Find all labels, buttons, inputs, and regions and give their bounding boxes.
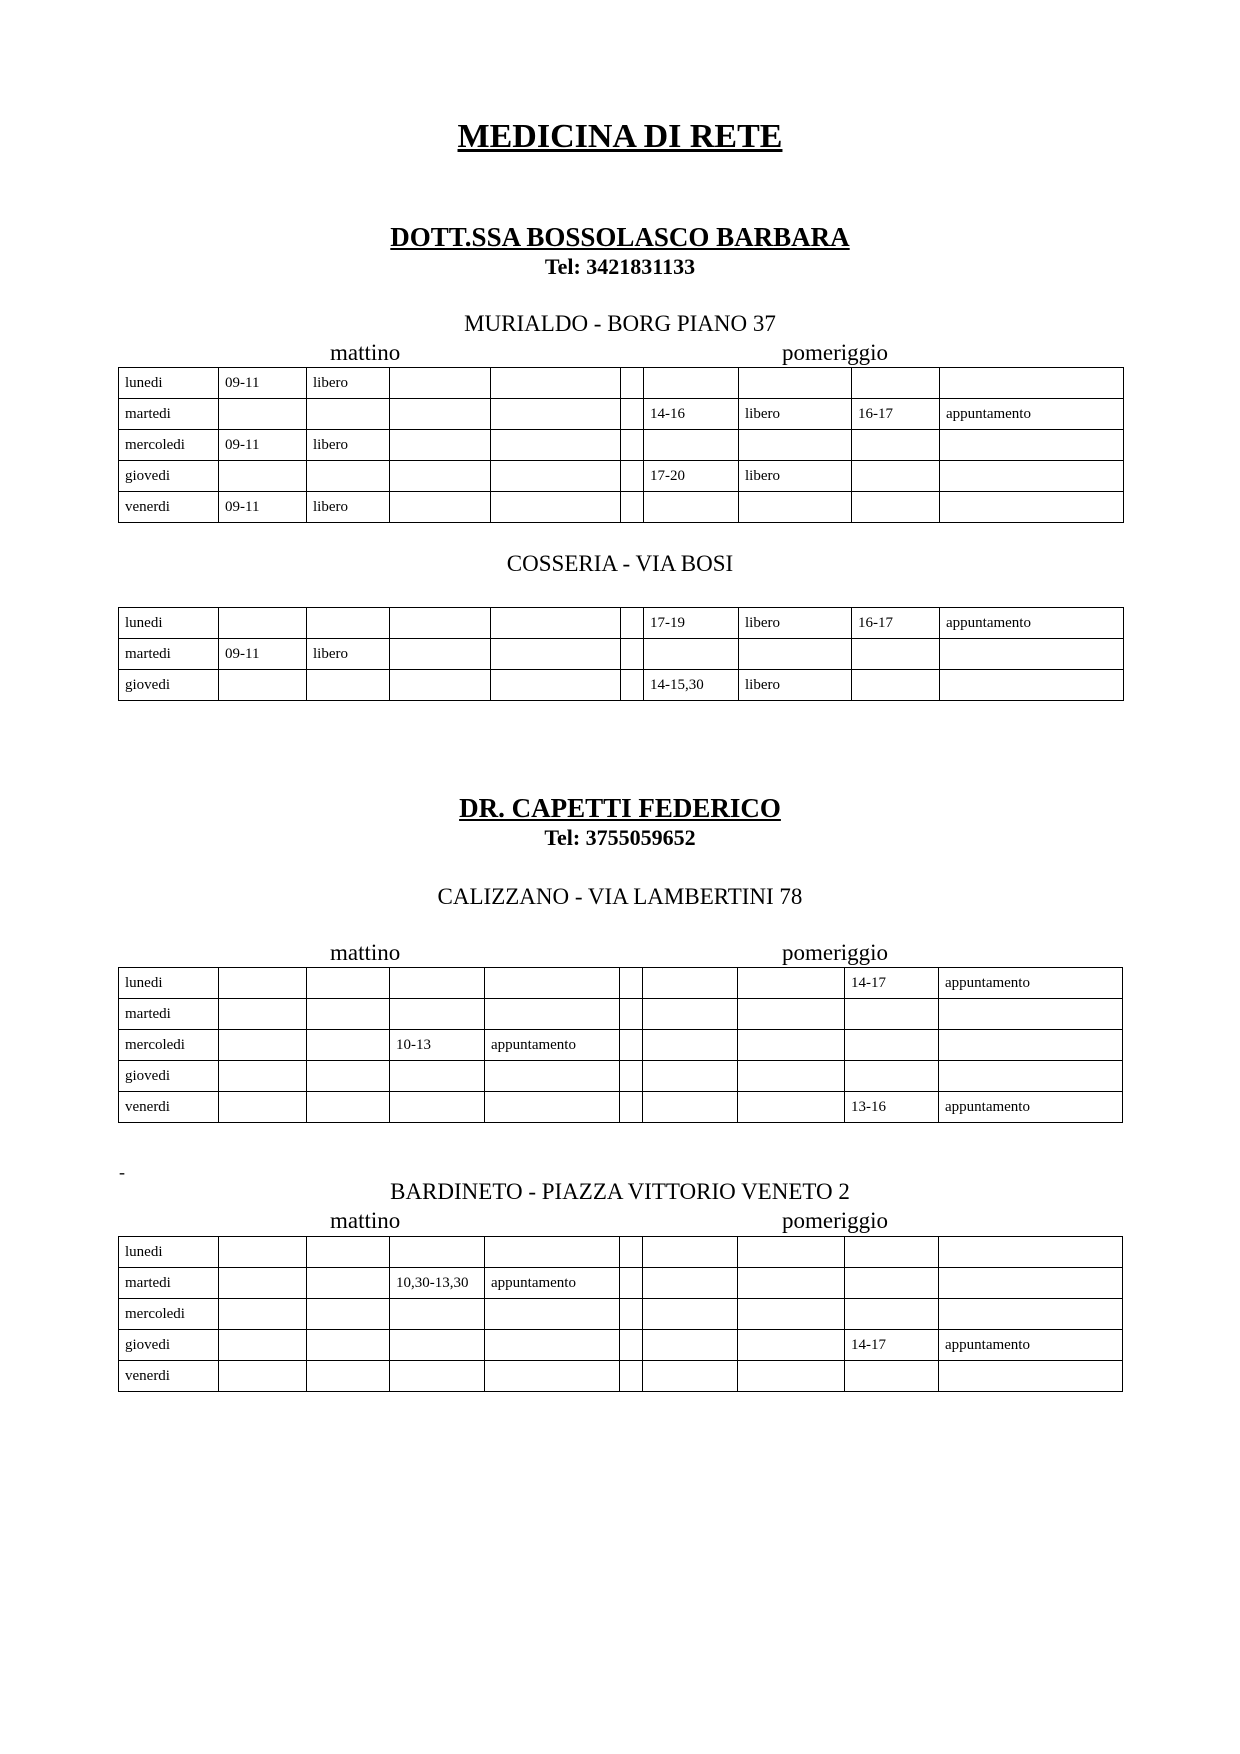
schedule-cell bbox=[390, 608, 491, 639]
day-cell: lunedi bbox=[119, 968, 219, 999]
day-cell: venerdi bbox=[119, 492, 219, 523]
schedule-cell bbox=[738, 999, 845, 1030]
schedule-cell bbox=[307, 1268, 390, 1299]
schedule-cell bbox=[621, 639, 644, 670]
schedule-cell bbox=[644, 492, 739, 523]
schedule-cell: libero bbox=[739, 608, 852, 639]
schedule-cell bbox=[219, 399, 307, 430]
schedule-cell bbox=[390, 399, 491, 430]
schedule-cell bbox=[621, 430, 644, 461]
day-cell: venerdi bbox=[119, 1361, 219, 1392]
schedule-cell bbox=[485, 968, 620, 999]
table-row bbox=[119, 1361, 1123, 1392]
day-cell: lunedi bbox=[119, 368, 219, 399]
schedule-cell bbox=[644, 430, 739, 461]
schedule-cell bbox=[852, 492, 940, 523]
schedule-cell bbox=[307, 670, 390, 701]
schedule-cell: appuntamento bbox=[939, 1330, 1123, 1361]
schedule-cell bbox=[219, 1299, 307, 1330]
day-cell: lunedi bbox=[119, 608, 219, 639]
table-row bbox=[119, 430, 1124, 461]
table-row bbox=[119, 968, 1123, 999]
table-row bbox=[119, 1092, 1123, 1123]
schedule-cell: 14-15,30 bbox=[644, 670, 739, 701]
schedule-cell bbox=[939, 1268, 1123, 1299]
schedule-cell bbox=[219, 670, 307, 701]
afternoon-label: pomeriggio bbox=[782, 340, 889, 365]
schedule-cell bbox=[307, 1061, 390, 1092]
schedule-cell: 13-16 bbox=[845, 1092, 939, 1123]
schedule-cell bbox=[219, 1092, 307, 1123]
doctor-phone: Tel: 3755059652 bbox=[544, 825, 696, 850]
morning-label: mattino bbox=[330, 1208, 401, 1233]
schedule-cell bbox=[643, 1030, 738, 1061]
schedule-cell bbox=[621, 492, 644, 523]
schedule-table bbox=[118, 367, 1124, 523]
schedule-cell bbox=[219, 1061, 307, 1092]
schedule-cell: 09-11 bbox=[219, 492, 307, 523]
schedule-cell bbox=[940, 670, 1124, 701]
schedule-cell bbox=[219, 608, 307, 639]
schedule-cell bbox=[307, 461, 390, 492]
schedule-cell bbox=[845, 1030, 939, 1061]
schedule-cell bbox=[485, 1061, 620, 1092]
schedule-cell bbox=[940, 492, 1124, 523]
schedule-cell: 16-17 bbox=[852, 608, 940, 639]
page-title: MEDICINA DI RETE bbox=[457, 118, 783, 155]
schedule-cell bbox=[643, 968, 738, 999]
schedule-cell: 14-17 bbox=[845, 1330, 939, 1361]
schedule-cell bbox=[390, 1237, 485, 1268]
schedule-cell bbox=[307, 1361, 390, 1392]
table-row bbox=[119, 608, 1124, 639]
table-row bbox=[119, 461, 1124, 492]
schedule-cell bbox=[940, 639, 1124, 670]
schedule-cell bbox=[219, 1361, 307, 1392]
schedule-cell bbox=[644, 639, 739, 670]
schedule-cell bbox=[219, 968, 307, 999]
schedule-cell bbox=[845, 1299, 939, 1330]
schedule-cell bbox=[620, 1330, 643, 1361]
day-cell: giovedi bbox=[119, 670, 219, 701]
schedule-cell: 09-11 bbox=[219, 368, 307, 399]
schedule-cell bbox=[491, 368, 621, 399]
table-row bbox=[119, 999, 1123, 1030]
schedule-cell: appuntamento bbox=[939, 1092, 1123, 1123]
location-title: BARDINETO - PIAZZA VITTORIO VENETO 2 bbox=[390, 1179, 850, 1204]
schedule-cell bbox=[390, 1092, 485, 1123]
schedule-cell bbox=[621, 368, 644, 399]
schedule-cell: libero bbox=[307, 430, 390, 461]
schedule-cell bbox=[939, 1361, 1123, 1392]
schedule-cell bbox=[738, 1268, 845, 1299]
schedule-cell: 16-17 bbox=[852, 399, 940, 430]
schedule-cell bbox=[852, 639, 940, 670]
schedule-cell: 10-13 bbox=[390, 1030, 485, 1061]
schedule-cell: appuntamento bbox=[939, 968, 1123, 999]
schedule-cell bbox=[621, 399, 644, 430]
schedule-cell bbox=[390, 999, 485, 1030]
schedule-cell bbox=[390, 492, 491, 523]
schedule-cell: 17-19 bbox=[644, 608, 739, 639]
day-cell: martedi bbox=[119, 999, 219, 1030]
schedule-cell: libero bbox=[307, 368, 390, 399]
schedule-cell bbox=[307, 1330, 390, 1361]
schedule-cell bbox=[390, 430, 491, 461]
table-row bbox=[119, 670, 1124, 701]
schedule-cell bbox=[738, 1092, 845, 1123]
schedule-cell bbox=[485, 999, 620, 1030]
schedule-cell bbox=[738, 1299, 845, 1330]
schedule-cell bbox=[390, 1061, 485, 1092]
schedule-cell bbox=[307, 608, 390, 639]
schedule-cell bbox=[643, 1361, 738, 1392]
schedule-cell bbox=[738, 1330, 845, 1361]
schedule-table bbox=[118, 607, 1124, 701]
schedule-cell bbox=[620, 1092, 643, 1123]
schedule-cell bbox=[219, 1330, 307, 1361]
schedule-cell bbox=[852, 461, 940, 492]
table-row bbox=[119, 1237, 1123, 1268]
schedule-cell bbox=[739, 639, 852, 670]
schedule-cell bbox=[390, 670, 491, 701]
schedule-cell: appuntamento bbox=[485, 1030, 620, 1061]
schedule-cell bbox=[845, 1268, 939, 1299]
table-row bbox=[119, 639, 1124, 670]
table-row bbox=[119, 1061, 1123, 1092]
location-title: MURIALDO - BORG PIANO 37 bbox=[464, 311, 776, 336]
schedule-cell bbox=[940, 368, 1124, 399]
schedule-cell bbox=[852, 430, 940, 461]
schedule-cell bbox=[390, 1330, 485, 1361]
schedule-cell: libero bbox=[307, 639, 390, 670]
schedule-cell bbox=[485, 1299, 620, 1330]
schedule-cell bbox=[939, 1030, 1123, 1061]
schedule-cell bbox=[644, 368, 739, 399]
schedule-cell bbox=[621, 461, 644, 492]
schedule-cell bbox=[845, 1237, 939, 1268]
doctor-name: DR. CAPETTI FEDERICO bbox=[459, 793, 781, 823]
schedule-cell bbox=[307, 1030, 390, 1061]
afternoon-label: pomeriggio bbox=[782, 940, 889, 965]
stray-dash: - bbox=[119, 1162, 125, 1182]
schedule-cell: libero bbox=[739, 461, 852, 492]
schedule-cell bbox=[390, 368, 491, 399]
day-cell: giovedi bbox=[119, 461, 219, 492]
table-row bbox=[119, 1268, 1123, 1299]
schedule-cell: appuntamento bbox=[940, 399, 1124, 430]
schedule-cell bbox=[307, 1299, 390, 1330]
schedule-cell bbox=[620, 999, 643, 1030]
schedule-cell bbox=[852, 670, 940, 701]
schedule-cell bbox=[940, 430, 1124, 461]
schedule-cell bbox=[390, 639, 491, 670]
schedule-cell bbox=[307, 999, 390, 1030]
schedule-cell bbox=[307, 968, 390, 999]
schedule-cell: appuntamento bbox=[940, 608, 1124, 639]
schedule-cell: 14-16 bbox=[644, 399, 739, 430]
schedule-cell bbox=[621, 670, 644, 701]
schedule-cell bbox=[643, 1299, 738, 1330]
schedule-cell bbox=[739, 430, 852, 461]
schedule-cell bbox=[219, 999, 307, 1030]
table-row bbox=[119, 368, 1124, 399]
day-cell: martedi bbox=[119, 399, 219, 430]
schedule-cell bbox=[390, 968, 485, 999]
morning-label: mattino bbox=[330, 340, 401, 365]
table-row bbox=[119, 1330, 1123, 1361]
schedule-cell: libero bbox=[739, 399, 852, 430]
schedule-cell bbox=[620, 1061, 643, 1092]
schedule-cell: 09-11 bbox=[219, 430, 307, 461]
schedule-cell bbox=[390, 461, 491, 492]
schedule-cell bbox=[738, 968, 845, 999]
schedule-cell bbox=[485, 1330, 620, 1361]
schedule-cell bbox=[738, 1361, 845, 1392]
schedule-cell bbox=[939, 1237, 1123, 1268]
schedule-cell bbox=[491, 492, 621, 523]
schedule-cell bbox=[390, 1361, 485, 1392]
schedule-cell bbox=[739, 492, 852, 523]
schedule-cell bbox=[739, 368, 852, 399]
schedule-cell bbox=[491, 670, 621, 701]
schedule-cell: libero bbox=[739, 670, 852, 701]
schedule-cell bbox=[485, 1237, 620, 1268]
schedule-cell bbox=[307, 1237, 390, 1268]
schedule-cell bbox=[620, 1299, 643, 1330]
table-row bbox=[119, 1030, 1123, 1061]
day-cell: lunedi bbox=[119, 1237, 219, 1268]
schedule-cell bbox=[939, 1299, 1123, 1330]
doctor-phone: Tel: 3421831133 bbox=[544, 254, 696, 279]
day-cell: giovedi bbox=[119, 1061, 219, 1092]
schedule-cell bbox=[485, 1092, 620, 1123]
schedule-cell bbox=[485, 1361, 620, 1392]
schedule-cell: 09-11 bbox=[219, 639, 307, 670]
day-cell: martedi bbox=[119, 1268, 219, 1299]
day-cell: martedi bbox=[119, 639, 219, 670]
schedule-cell bbox=[643, 999, 738, 1030]
schedule-cell bbox=[491, 399, 621, 430]
schedule-cell bbox=[939, 999, 1123, 1030]
table-row bbox=[119, 492, 1124, 523]
schedule-cell bbox=[643, 1092, 738, 1123]
afternoon-label: pomeriggio bbox=[782, 1208, 889, 1233]
location-title: CALIZZANO - VIA LAMBERTINI 78 bbox=[437, 884, 803, 909]
schedule-table bbox=[118, 967, 1123, 1123]
table-row bbox=[119, 399, 1124, 430]
schedule-cell bbox=[845, 999, 939, 1030]
schedule-table bbox=[118, 1236, 1123, 1392]
schedule-cell bbox=[643, 1268, 738, 1299]
schedule-cell bbox=[620, 1030, 643, 1061]
schedule-cell bbox=[845, 1361, 939, 1392]
schedule-cell bbox=[939, 1061, 1123, 1092]
schedule-cell bbox=[491, 430, 621, 461]
schedule-cell bbox=[620, 968, 643, 999]
schedule-cell bbox=[219, 1268, 307, 1299]
schedule-cell bbox=[643, 1061, 738, 1092]
schedule-cell bbox=[219, 1237, 307, 1268]
schedule-cell bbox=[738, 1061, 845, 1092]
schedule-cell bbox=[643, 1330, 738, 1361]
morning-label: mattino bbox=[330, 940, 401, 965]
schedule-cell bbox=[491, 639, 621, 670]
schedule-cell bbox=[643, 1237, 738, 1268]
schedule-cell: appuntamento bbox=[485, 1268, 620, 1299]
day-cell: giovedi bbox=[119, 1330, 219, 1361]
schedule-cell bbox=[219, 461, 307, 492]
location-title: COSSERIA - VIA BOSI bbox=[506, 551, 734, 576]
schedule-cell: 14-17 bbox=[845, 968, 939, 999]
schedule-cell bbox=[852, 368, 940, 399]
schedule-cell: libero bbox=[307, 492, 390, 523]
day-cell: mercoledi bbox=[119, 1299, 219, 1330]
schedule-cell: 17-20 bbox=[644, 461, 739, 492]
schedule-cell bbox=[845, 1061, 939, 1092]
schedule-cell bbox=[940, 461, 1124, 492]
schedule-cell bbox=[219, 1030, 307, 1061]
schedule-cell bbox=[621, 608, 644, 639]
day-cell: mercoledi bbox=[119, 430, 219, 461]
schedule-cell bbox=[738, 1237, 845, 1268]
schedule-cell bbox=[307, 1092, 390, 1123]
doctor-name: DOTT.SSA BOSSOLASCO BARBARA bbox=[390, 222, 850, 252]
schedule-cell bbox=[491, 608, 621, 639]
schedule-cell bbox=[620, 1237, 643, 1268]
schedule-cell bbox=[738, 1030, 845, 1061]
day-cell: venerdi bbox=[119, 1092, 219, 1123]
schedule-cell bbox=[620, 1361, 643, 1392]
schedule-cell bbox=[491, 461, 621, 492]
schedule-cell bbox=[620, 1268, 643, 1299]
schedule-cell bbox=[390, 1299, 485, 1330]
schedule-cell: 10,30-13,30 bbox=[390, 1268, 485, 1299]
schedule-cell bbox=[307, 399, 390, 430]
day-cell: mercoledi bbox=[119, 1030, 219, 1061]
table-row bbox=[119, 1299, 1123, 1330]
